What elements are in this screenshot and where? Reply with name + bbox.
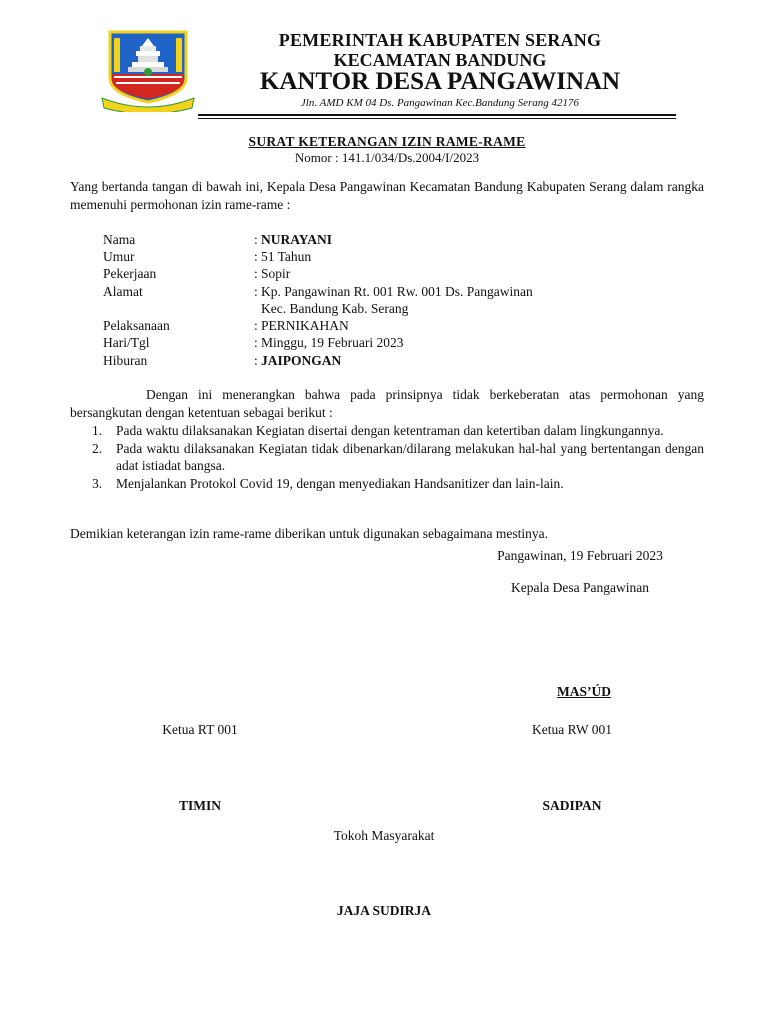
- list-item-text: Pada waktu dilaksanakan Kegiatan disertai dengan ketentraman dan ketertiban dalam lingkungannya.: [116, 423, 664, 438]
- field-value: JAIPONGAN: [261, 353, 342, 368]
- field-label: Hari/Tgl: [103, 335, 150, 350]
- field-value: PERNIKAHAN: [261, 318, 349, 333]
- list-item: [70, 440, 704, 475]
- letterhead-district: KECAMATAN BANDUNG: [333, 50, 547, 70]
- list-item-number: 2.: [92, 440, 103, 456]
- kabupaten-serang-emblem-icon: [100, 28, 196, 112]
- signature-title-tokoh: Tokoh Masyarakat: [333, 828, 435, 843]
- field-value: 51 Tahun: [261, 249, 312, 264]
- conditions-list: [70, 422, 704, 492]
- field-separator: :: [254, 353, 258, 368]
- field-separator: :: [254, 266, 258, 281]
- field-separator: :: [254, 335, 258, 350]
- signature-name-tokoh: JAJA SUDIRJA: [336, 903, 432, 918]
- list-item: [70, 422, 704, 440]
- document-number: Nomor : 141.1/034/Ds.2004/I/2023: [294, 150, 480, 165]
- signature-name-rt: TIMIN: [178, 798, 221, 813]
- intro-paragraph: Yang bertanda tangan di bawah ini, Kepala Desa Pangawinan Kecamatan Bandung Kabupaten Serang dalam rangka memenuhi permohonan izin rame-rame :: [70, 179, 704, 212]
- field-label: Pelaksanaan: [103, 318, 170, 333]
- body-paragraph: Dengan ini menerangkan bahwa pada prinsipnya tidak berkeberatan atas permohonan yang bersangkutan dengan ketentuan sebagai berikut :: [70, 387, 704, 420]
- field-label: Hiburan: [103, 353, 148, 368]
- list-item-text: Menjalankan Protokol Covid 19, dengan menyediakan Handsanitizer dan lain-lain.: [116, 475, 564, 491]
- field-label: Umur: [103, 249, 135, 264]
- document-title: SURAT KETERANGAN IZIN RAME-RAME: [248, 134, 526, 149]
- signature-name-kades: MAS’ÚD: [557, 684, 611, 699]
- letterhead-divider-thin: [198, 118, 676, 119]
- letterhead-address: Jln. AMD KM 04 Ds. Pangawinan Kec.Bandung Serang 42176: [300, 97, 580, 109]
- letterhead-government: PEMERINTAH KABUPATEN SERANG: [278, 30, 602, 50]
- field-value: Sopir: [261, 266, 291, 281]
- letterhead-office: KANTOR DESA PANGAWINAN: [259, 68, 621, 95]
- signature-title-rw: Ketua RW 001: [532, 722, 612, 737]
- closing-sentence: Demikian keterangan izin rame-rame diberikan untuk digunakan sebagaimana mestinya.: [70, 526, 548, 541]
- list-item-number: 1.: [92, 423, 103, 438]
- letterhead-divider: [198, 114, 676, 116]
- field-label: Alamat: [103, 284, 143, 299]
- field-value-continued: Kec. Bandung Kab. Serang: [261, 301, 409, 316]
- field-value: NURAYANI: [261, 232, 333, 247]
- field-value: Kp. Pangawinan Rt. 001 Rw. 001 Ds. Pangawinan: [261, 284, 533, 299]
- field-separator: :: [254, 318, 258, 333]
- field-separator: :: [254, 249, 258, 264]
- list-item-text: Pada waktu dilaksanakan Kegiatan tidak dibenarkan/dilarang melakukan hal-hal yang bertentangan dengan adat istiadat bangsa.: [116, 440, 704, 473]
- field-separator: :: [254, 284, 258, 299]
- field-label: Pekerjaan: [103, 266, 157, 281]
- field-label: Nama: [103, 232, 136, 247]
- field-separator: :: [254, 232, 258, 247]
- signature-title-rt: Ketua RT 001: [162, 722, 238, 737]
- signature-title-kades: Kepala Desa Pangawinan: [511, 580, 649, 595]
- list-item: [70, 475, 704, 493]
- signature-name-rw: SADIPAN: [542, 798, 602, 813]
- list-item-number: 3.: [92, 475, 103, 491]
- field-value: Minggu, 19 Februari 2023: [261, 335, 404, 350]
- place-date: Pangawinan, 19 Februari 2023: [497, 548, 663, 563]
